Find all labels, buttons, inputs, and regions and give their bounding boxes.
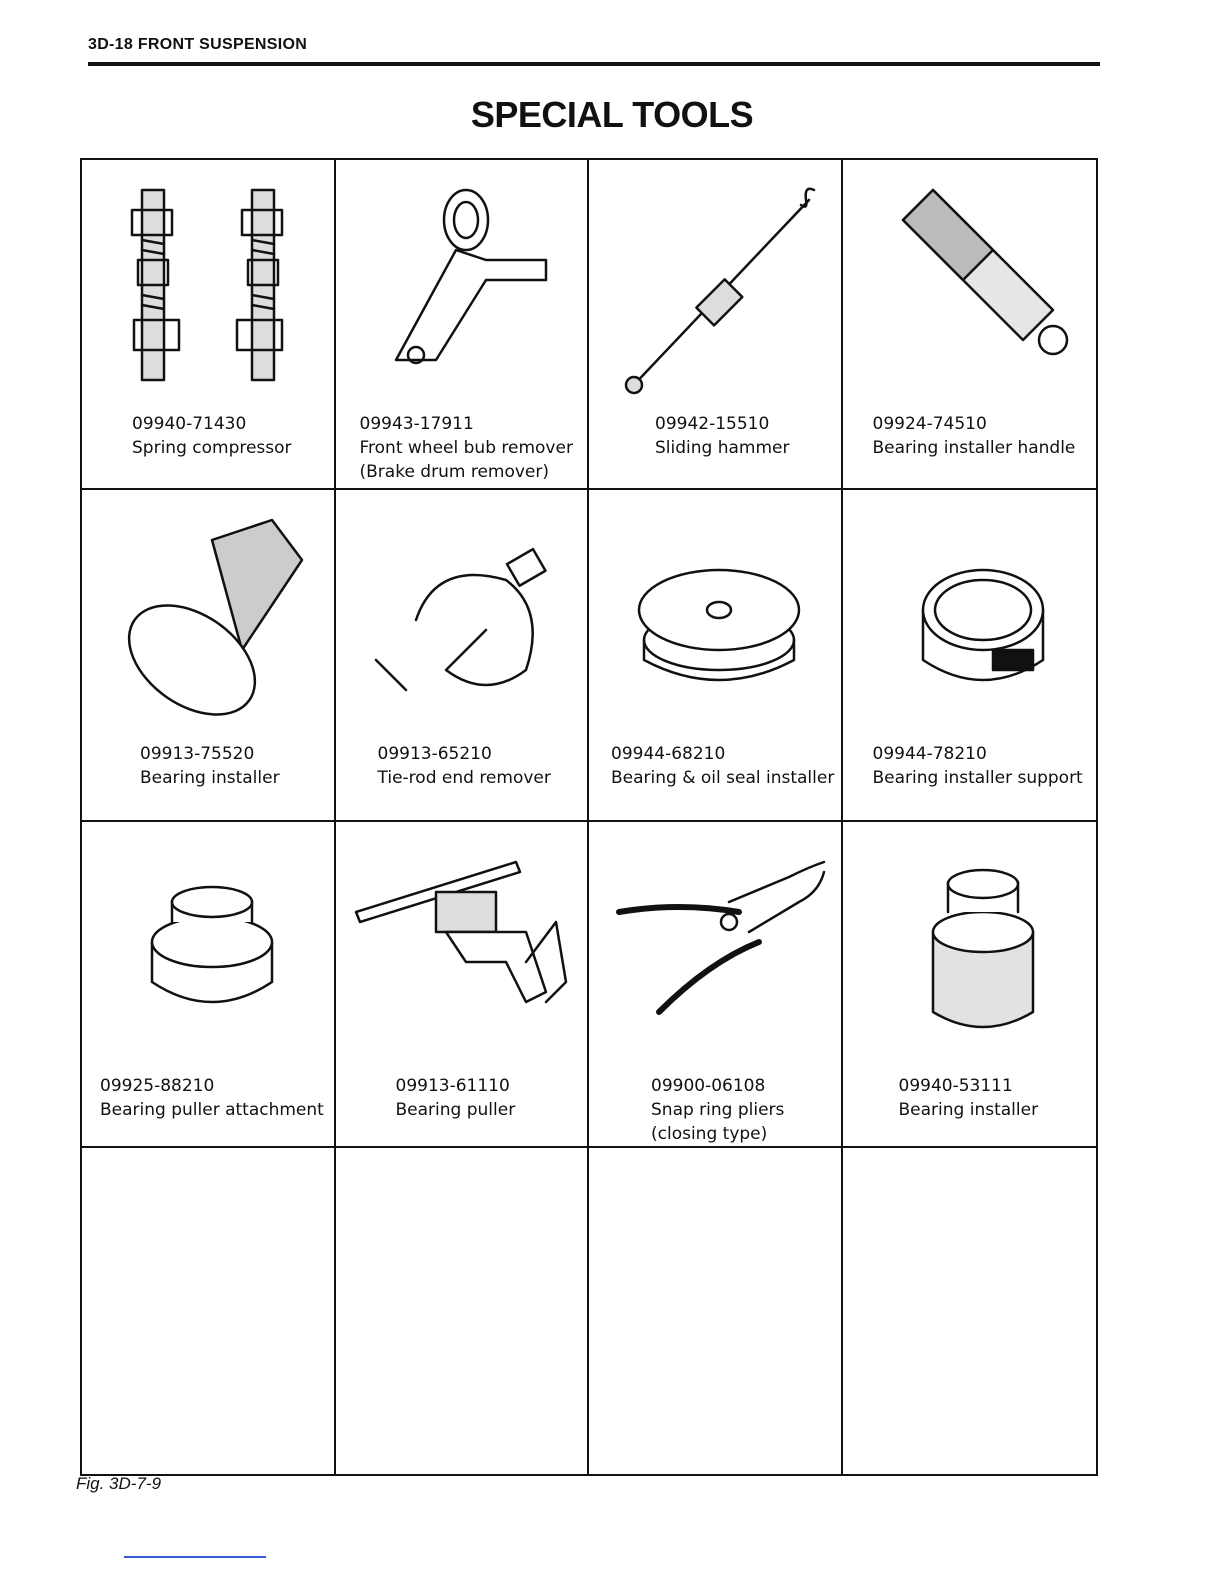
tool-cell bbox=[589, 490, 843, 822]
tool-cell bbox=[843, 822, 1097, 1148]
tool-cell bbox=[82, 490, 336, 822]
part-number: 09943-17911 bbox=[359, 414, 474, 434]
page-header bbox=[88, 36, 1100, 66]
empty-cell bbox=[843, 1148, 1097, 1474]
installer-handle-icon bbox=[853, 170, 1085, 402]
seal-installer-icon bbox=[599, 500, 831, 732]
part-number: 09924-74510 bbox=[872, 414, 987, 434]
part-number: 09913-61110 bbox=[395, 1076, 510, 1096]
tool-cell bbox=[843, 160, 1097, 490]
part-number: 09944-78210 bbox=[872, 744, 987, 764]
part-number: 09942-15510 bbox=[655, 414, 770, 434]
tool-cell bbox=[82, 160, 336, 490]
sliding-hammer-icon bbox=[599, 170, 831, 402]
part-number: 09913-75520 bbox=[140, 744, 255, 764]
tool-name: Snap ring pliers bbox=[651, 1100, 785, 1120]
part-number: 09940-71430 bbox=[132, 414, 247, 434]
tool-note: (Brake drum remover) bbox=[359, 462, 549, 482]
tool-name: Spring compressor bbox=[132, 438, 292, 458]
decorative-line bbox=[124, 1556, 266, 1558]
empty-cell bbox=[82, 1148, 336, 1474]
tool-name: Bearing installer support bbox=[872, 768, 1083, 788]
tie-rod-remover-icon bbox=[346, 500, 578, 732]
spring-compressor-icon bbox=[92, 170, 324, 402]
page-title: SPECIAL TOOLS bbox=[470, 94, 754, 135]
tool-name: Bearing & oil seal installer bbox=[611, 768, 835, 788]
hub-remover-icon bbox=[346, 170, 578, 402]
tool-name: Bearing installer handle bbox=[872, 438, 1076, 458]
tool-cell bbox=[336, 490, 590, 822]
tool-cell bbox=[843, 490, 1097, 822]
tool-name: Sliding hammer bbox=[655, 438, 790, 458]
tool-name: Bearing puller bbox=[395, 1100, 516, 1120]
empty-cell bbox=[589, 1148, 843, 1474]
part-number: 09900-06108 bbox=[651, 1076, 766, 1096]
tool-cell bbox=[589, 160, 843, 490]
bearing-installer-2-icon bbox=[853, 832, 1085, 1064]
part-number: 09940-53111 bbox=[898, 1076, 1013, 1096]
part-number: 09913-65210 bbox=[377, 744, 492, 764]
section-heading: 3D-18 FRONT SUSPENSION bbox=[88, 36, 308, 53]
bearing-installer-icon bbox=[92, 500, 324, 732]
tool-name: Bearing installer bbox=[898, 1100, 1039, 1120]
tool-cell bbox=[589, 822, 843, 1148]
empty-cell bbox=[336, 1148, 590, 1474]
tool-cell bbox=[336, 160, 590, 490]
tool-cell bbox=[336, 822, 590, 1148]
tool-name: Bearing installer bbox=[140, 768, 280, 788]
tool-name: Bearing puller attachment bbox=[100, 1100, 324, 1120]
bearing-puller-icon bbox=[346, 832, 578, 1064]
tool-cell bbox=[82, 822, 336, 1148]
part-number: 09944-68210 bbox=[611, 744, 726, 764]
tool-note: (closing type) bbox=[651, 1124, 768, 1144]
installer-support-icon bbox=[853, 500, 1085, 732]
tool-name: Front wheel bub remover bbox=[359, 438, 573, 458]
tool-name: Tie-rod end remover bbox=[377, 768, 551, 788]
tools-table bbox=[80, 158, 1098, 1476]
figure-label: Fig. 3D-7-9 bbox=[76, 1474, 162, 1493]
snap-ring-pliers-icon bbox=[599, 832, 831, 1064]
part-number: 09925-88210 bbox=[100, 1076, 215, 1096]
puller-attachment-icon bbox=[92, 832, 324, 1064]
